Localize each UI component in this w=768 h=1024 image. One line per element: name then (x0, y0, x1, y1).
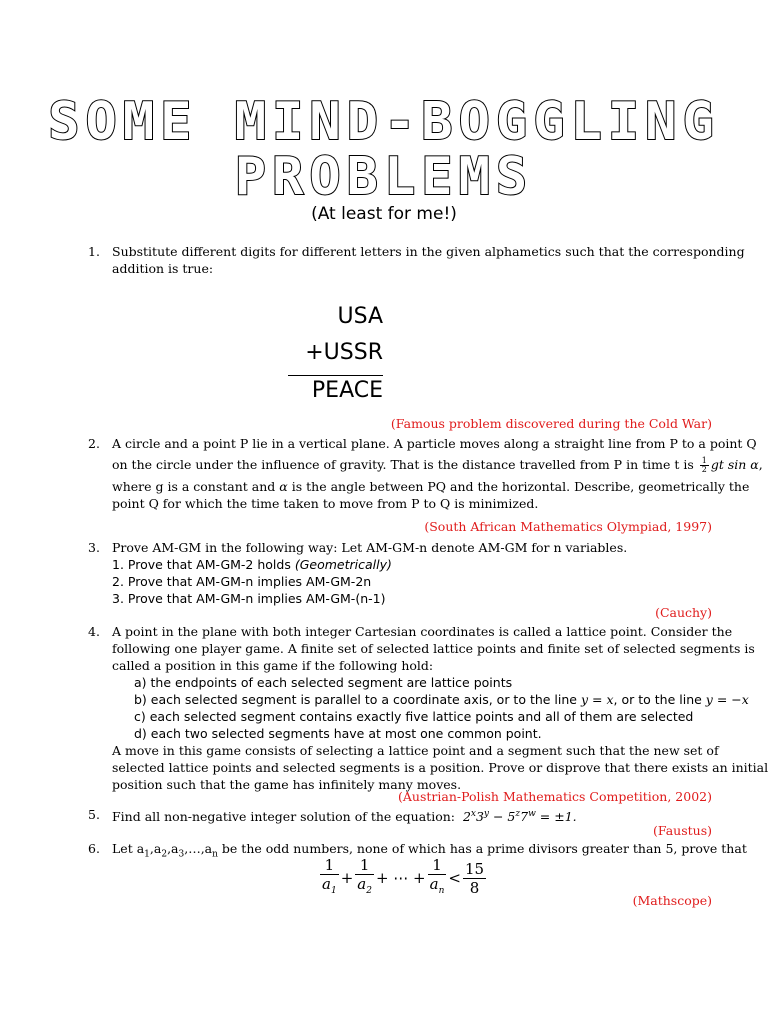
problem-source: (Mathscope) (632, 893, 712, 908)
problem-1 (88, 243, 745, 277)
eq-term-2: +USSR (305, 340, 383, 365)
problem-text: where g is a constant and α is the angle between PQ and the horizontal. Describe, geometrically the (112, 479, 750, 494)
eq-rule (288, 375, 383, 376)
problem-3 (88, 539, 712, 607)
problem-text-part: Find all non-negative integer solution of the equation: (112, 809, 455, 825)
problem-number: 2. (88, 436, 100, 451)
problem-text: A circle and a point P lie in a vertical plane. A particle moves along a straight line from P to a point Q (112, 436, 757, 451)
problem-text: A point in the plane with both integer Cartesian coordinates is called a lattice point. Consider the (112, 624, 733, 639)
problem-text: point Q for which the time taken to move from P to Q is minimized. (112, 496, 539, 511)
condition-a: a) the endpoints of each selected segment are lattice points (134, 675, 513, 690)
problem-text-part: is the angle between PQ and the horizontal. Describe, geometrically the (291, 479, 750, 494)
problem-source: (Faustus) (653, 823, 712, 838)
problem-number: 1. (88, 244, 100, 259)
problem-text: Substitute different digits for different letters in the given alphametics such that the corresponding (112, 244, 745, 259)
problem-4 (88, 623, 768, 793)
problem-text: called a position in this game if the following hold: (112, 658, 434, 673)
problem-2 (88, 435, 763, 512)
problem-number: 5. (88, 807, 100, 822)
problem-source: (South African Mathematics Olympiad, 1997) (424, 519, 712, 534)
problem-text (112, 806, 712, 825)
problem-source: (Austrian-Polish Mathematics Competition, 2002) (398, 789, 712, 804)
inequality: $\frac{1}{a_1}$ + $\frac{1}{a_2}$ + ⋯ + $\frac{1}{a_n}$ < $\frac{15}{8}$ (318, 856, 488, 900)
problem-text-part: on the circle under the influence of gravity. That is the distance travelled from P in time t is (112, 457, 694, 472)
item-note: (Geometrically) (294, 557, 392, 572)
problem-text: A move in this game consists of selecting a lattice point and a segment such that the new set of (112, 743, 719, 758)
problem-text: position such that the game has infinitely many moves. (112, 777, 462, 792)
problem-item: 3. Prove that AM-GM-n implies AM-GM-(n-1) (112, 591, 386, 606)
condition-d: d) each two selected segments have at most one common point. (134, 726, 542, 741)
problem-source: (Famous problem discovered during the Cold War) (390, 416, 712, 431)
problem-text: selected lattice points and selected segments is a position. Prove or disprove that there exists an initial (112, 760, 768, 775)
formula: gt sin (710, 457, 747, 472)
fraction-1-a2: $\frac{1}{a_2}$ (357, 856, 372, 896)
problem-text: Prove AM-GM in the following way: Let AM-GM-n denote AM-GM for n variables. (112, 540, 628, 555)
eq-term-1: USA (337, 304, 383, 329)
fraction-1-an: $\frac{1}{a_n}$ (429, 856, 445, 896)
problem-item: 2. Prove that AM-GM-n implies AM-GM-2n (112, 574, 372, 589)
problem-text: Let $a_1,a_2,a_3,\dots,a_n$ be the odd numbers, none of which has a prime divisors greater than 5, prove that (112, 841, 747, 860)
equation: $2^x3^y - 5^z7^w = \pm 1$. (462, 809, 577, 825)
problem-text: on the circle under the influence of gravity. That is the distance travelled from P in time t is $\frac{1}{2}$ gt sin α, (112, 456, 763, 474)
problem-number: 6. (88, 841, 100, 856)
problem-item (112, 556, 712, 573)
subtitle: (At least for me!) (311, 204, 457, 224)
problem-5 (88, 806, 712, 825)
condition-c: c) each selected segment contains exactly five lattice points and all of them are selected (134, 709, 694, 724)
title-line-2: PROBLEMS (234, 147, 534, 207)
condition-text: b) each selected segment is parallel to a coordinate axis, or to the line (134, 692, 577, 707)
fraction-15-8: $\frac{15}{8}$ (464, 859, 485, 897)
problem-text: addition is true: (112, 261, 214, 276)
problem-number: 3. (88, 540, 100, 555)
title-line-1: SOME MIND-BOGGLING (48, 92, 720, 152)
problem-number: 4. (88, 624, 100, 639)
item-text: 1. Prove that AM-GM-2 holds (112, 557, 291, 572)
condition-text: , or to the line (613, 692, 702, 707)
half-fraction: $\frac{1}{2}$ (701, 456, 707, 474)
eq-result: PEACE (311, 378, 383, 403)
problem-text-part: where g is a constant and (112, 479, 276, 494)
fraction-1-a1: $\frac{1}{a_1}$ (322, 856, 337, 896)
problem-text-part: be the odd numbers, none of which has a prime divisors greater than 5, prove that (221, 841, 747, 856)
problem-source: (Cauchy) (655, 605, 712, 620)
condition-b: b) each selected segment is parallel to a coordinate axis, or to the line y = x, or to the line y = −x (134, 692, 749, 707)
problem-text: following one player game. A finite set of selected lattice points and finite set of selected segments is (112, 641, 755, 656)
